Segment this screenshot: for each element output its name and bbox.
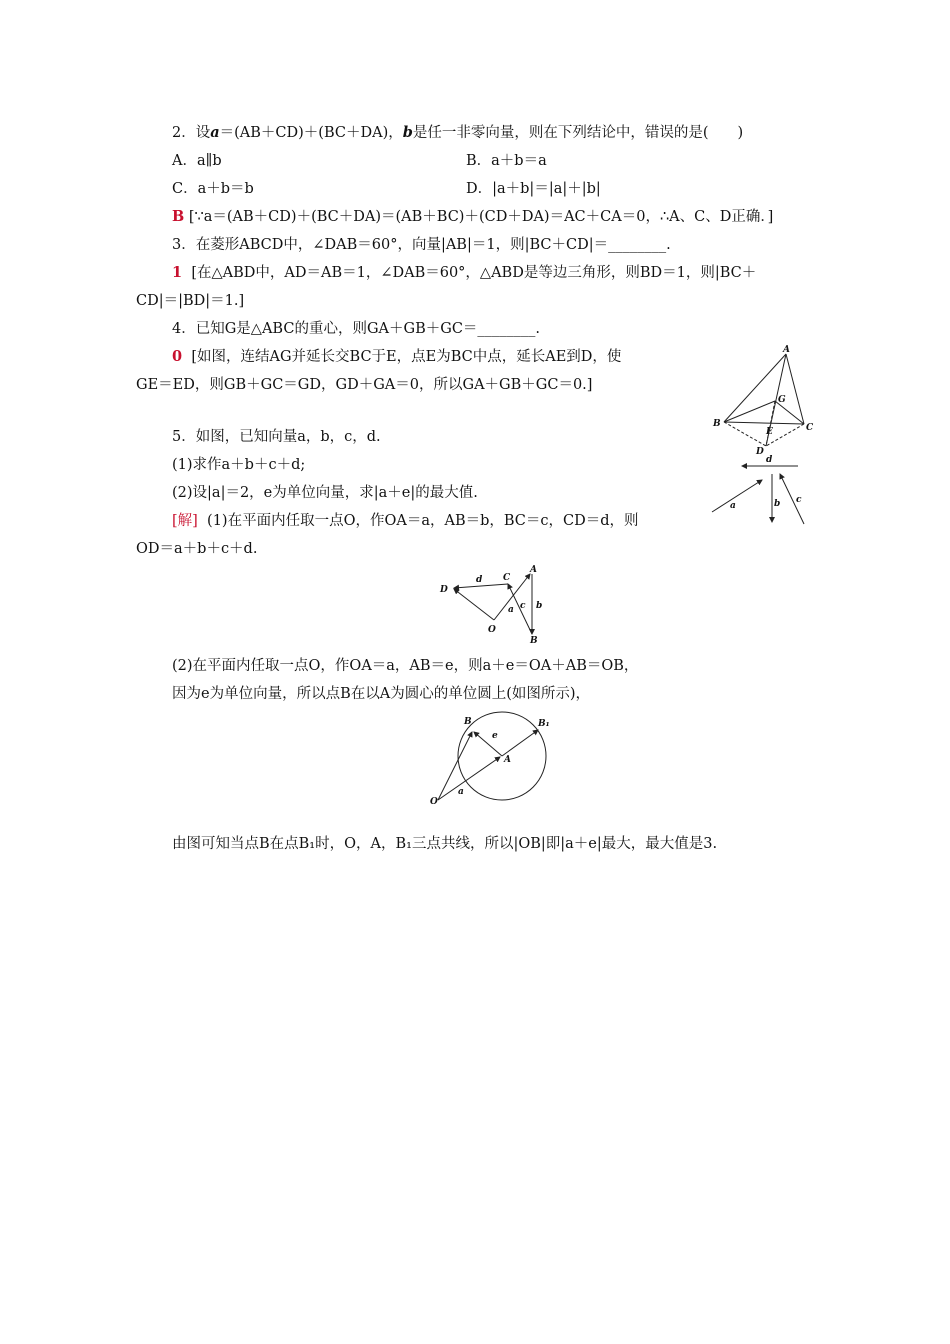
fig2-label-d-vec: d (476, 575, 483, 585)
q5-solution-2-cont: 因为e为单位向量，所以点B在以A为圆心的单位圆上(如图所示)， (172, 686, 591, 702)
vec-label-a: a (730, 501, 736, 511)
q3-explanation: [在△ABD中，AD＝AB＝1，∠DAB＝60°，△ABD是等边三角形，则BD＝1，则|BC＋ (191, 265, 757, 281)
fig3-label-a-point: A (504, 755, 511, 765)
fig2-label-c-point: C (503, 573, 511, 583)
q2-stem: 2．设a＝(AB＋CD)＋(BC＋DA)，b是任一非零向量，则在下列结论中，错误的是( ) (172, 124, 744, 141)
q5-conclusion: 由图可知当点B在点B₁时，O，A，B₁三点共线，所以|OB|即|a＋e|最大，最大值是3. (172, 836, 718, 852)
fig1-label-b: B (713, 419, 721, 429)
q2-option-c: C．a＋b＝b (172, 181, 254, 197)
fig2-label-a-vec: a (508, 605, 514, 615)
q3-answer: 1 (172, 264, 183, 281)
fig3-label-b1: B₁ (538, 719, 550, 729)
fig2-label-o-point: O (488, 625, 496, 635)
solution-tag: [解] (172, 513, 198, 529)
fig2-label-d-point: D (440, 585, 448, 595)
q5-solution-1-cont: OD＝a＋b＋c＋d. (136, 541, 258, 557)
vec-label-c: c (796, 495, 802, 505)
q4-explanation: [如图，连结AG并延长交BC于E，点E为BC中点，延长AE到D，使 (191, 349, 622, 365)
fig3-label-a-vec: a (458, 787, 464, 797)
fig3-label-o: O (430, 797, 438, 807)
centroid-figure (708, 340, 818, 460)
fig1-label-c: C (806, 423, 814, 433)
q2-answer: B (172, 208, 185, 225)
fig3-label-b: B (464, 717, 472, 727)
q2-option-b: B．a＋b＝a (466, 153, 547, 169)
q5-part2: (2)设|a|＝2，e为单位向量，求|a＋e|的最大值. (172, 485, 478, 501)
fig2-label-a-point: A (530, 565, 537, 575)
fig2-label-c-vec: c (520, 601, 526, 611)
q3-explanation-cont: CD|＝|BD|＝1.] (136, 293, 245, 309)
q2-explanation: [∵a＝(AB＋CD)＋(BC＋DA)＝(AB＋BC)＋(CD＋DA)＝AC＋CA＝0，∴A、C、D正确．] (188, 209, 774, 225)
vec-label-b: b (774, 499, 781, 509)
fig1-label-e: E (766, 427, 773, 437)
vec-label-d: d (766, 455, 773, 465)
vectors-figure (708, 450, 808, 530)
q5-solution-1: [解] (1)在平面内任取一点O，作OA＝a，AB＝b，BC＝c，CD＝d，则 (172, 513, 639, 529)
q3-answer-line (172, 263, 756, 283)
vector-sum-figure (436, 562, 556, 646)
fig2-label-b-vec: b (536, 601, 543, 611)
fig2-label-b-point: B (530, 636, 538, 646)
q2-answer-line (172, 207, 773, 227)
q2-option-a: A．a∥b (172, 153, 222, 169)
fig3-label-e: e (492, 731, 498, 741)
q2-option-d: D．|a＋b|＝|a|＋|b| (466, 181, 601, 197)
q4-explanation-cont: GE＝ED，则GB＋GC＝GD，GD＋GA＝0，所以GA＋GB＋GC＝0.] (136, 377, 593, 393)
q4-stem: 4．已知G是△ABC的重心，则GA＋GB＋GC＝________. (172, 321, 541, 337)
fig1-label-d: D (756, 447, 764, 457)
fig1-label-g: G (778, 395, 786, 405)
fig1-label-a: A (783, 345, 790, 355)
q4-answer: 0 (172, 348, 183, 365)
unit-circle-figure (428, 710, 552, 810)
q5-solution-2: (2)在平面内任取一点O，作OA＝a，AB＝e，则a＋e＝OA＋AB＝OB， (172, 658, 639, 674)
q3-stem: 3．在菱形ABCD中，∠DAB＝60°，向量|AB|＝1，则|BC＋CD|＝________. (172, 237, 671, 253)
q5-part1: (1)求作a＋b＋c＋d; (172, 457, 306, 473)
q4-answer-line (172, 347, 621, 367)
q5-stem: 5．如图，已知向量a，b，c，d. (172, 429, 381, 445)
